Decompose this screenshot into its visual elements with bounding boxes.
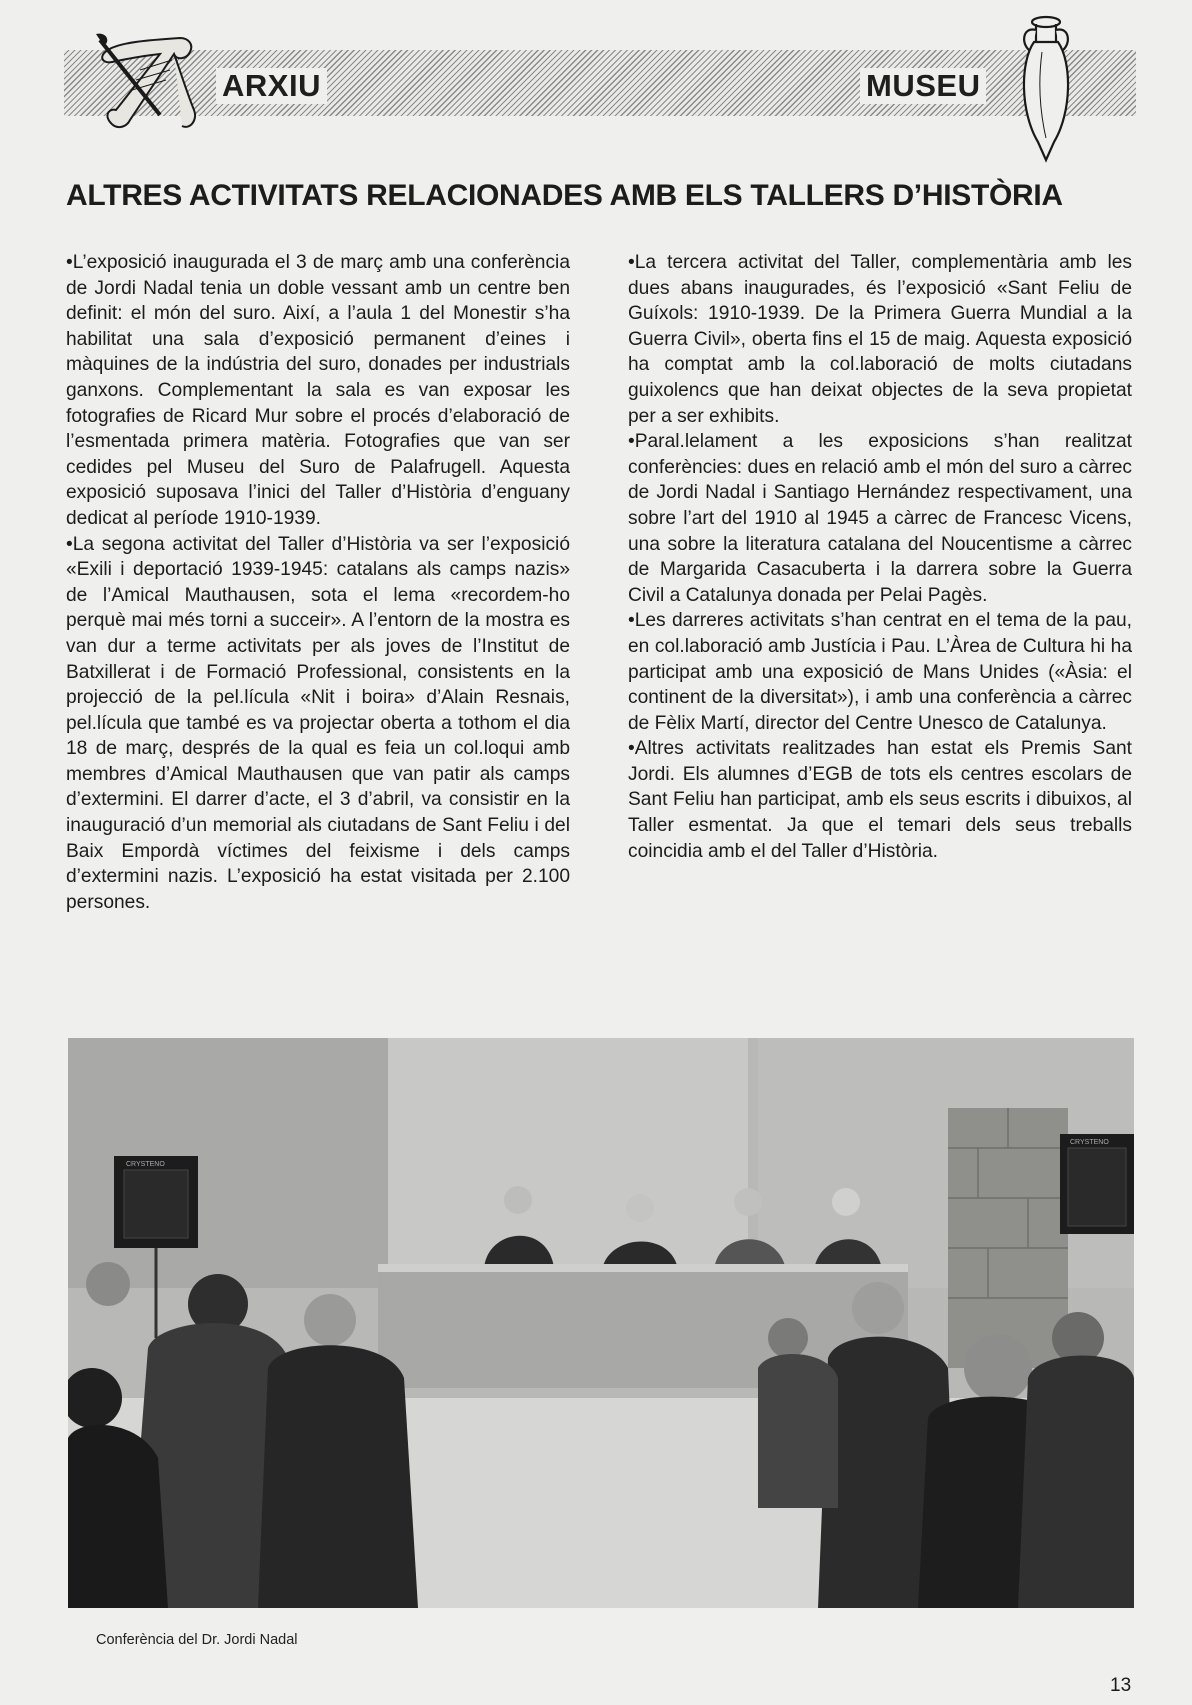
amphora-icon [1016,12,1076,164]
paragraph: •Les darreres activitats s’han centrat en el tema de la pau, en col.laboració amb Justícia i Pau. L’Àrea de Cultura hi ha participat amb una exposició de Mans Unides («Àsia: el continent de la diversitat»), i amb una conferència a càrrec de Fèlix Martí, director del Centre Unesco de Catalunya. [628,610,1132,734]
paragraph: •Paral.lelament a les exposicions s’han realitzat conferències: dues en relació amb el món del suro a càrrec de Jordi Nadal i Santiago Hernández respectivament, una sobre l’art del 1910 al 1945 a càrrec de Francesc Vicens, una sobre la literatura catalana del Noucentisme a càrrec de Margarida Casacuberta i la darrera sobre la Guerra Civil a Catalunya donada per Pelai Pagès. [628,431,1132,606]
paragraph: •La tercera activitat del Taller, complementària amb les dues abans inaugurades, és l’exposició «Sant Feliu de Guíxols: 1910-1939. De la Primera Guerra Mundial a la Guerra Civil», oberta fins el 15 de maig. Aquesta exposició ha comptat amb la col.laboració de molts ciutadans guixolencs que han deixat objectes de la seva propietat per a ser exhibits. [628,252,1132,427]
conference-scene [68,1038,1134,1608]
left-speaker-brand: CRYSTENO [126,1161,165,1168]
paragraph: •L’exposició inaugurada el 3 de març amb una conferència de Jordi Nadal tenia un doble vessant amb un centre ben definit: el món del suro. Així, a l’aula 1 del Monestir s’ha habilitat una sala d’exposició permanent d’eines i màquines de la indústria del suro, donades per industrials ganxons. Complementant la sala es van exposar les fotografies de Ricard Mur sobre el procés d’elaboració de l’esmentada primera matèria. Fotografies que van ser cedides pel Museu del Suro de Palafrugell. Aquesta exposició suposava l’inici del Taller d’Història d’enguany dedicat al període 1910-1939. [66,252,570,529]
header-arxiu-label: ARXIU [216,68,327,104]
paragraph: •Altres activitats realitzades han estat els Premis Sant Jordi. Els alumnes d’EGB de tots els centres escolars de Sant Feliu han participat, amb els seus escrits i dibuixos, al Taller esmentat. Ja que el temari dels seus treballs coincidia amb el del Taller d’Història. [628,738,1132,862]
page-number: 13 [1110,1675,1132,1696]
article-title: ALTRES ACTIVITATS RELACIONADES AMB ELS TALLERS D’HISTÒRIA [66,179,1063,212]
conference-photo [68,1038,1134,1608]
right-column [628,250,1132,864]
scroll-quill-icon [90,30,210,140]
left-column [66,250,570,915]
right-speaker-brand: CRYSTENO [1070,1139,1109,1146]
right-speaker [1060,1134,1134,1234]
paragraph: •La segona activitat del Taller d’Història va ser l’exposició «Exili i deportació 1939-1945: catalans als camps nazis» de l’Amical Mauthausen, sota el lema «recordem-ho perquè mai més torni a succeir». A l’entorn de la mostra es van dur a terme activitats per als joves de l’Institut de Batxillerat i de Formació Professional, consistents en la projecció de la pel.lícula «Nit i boira» d’Alain Resnais, pel.lícula que també es va projectar oberta a tothom el dia 18 de març, després de la qual es feia un col.loqui amb membres d’Amical Mauthausen que van patir als camps d’extermini. El darrer d’acte, el 3 d’abril, va consistir en la inauguració d’un memorial als ciutadans de Sant Feliu i del Baix Empordà víctimes del feixisme i dels camps d’extermini nazis. L’exposició ha estat visitada per 2.100 persones. [66,533,570,913]
header-museu-label: MUSEU [860,68,986,104]
photo-caption: Conferència del Dr. Jordi Nadal [96,1632,298,1648]
